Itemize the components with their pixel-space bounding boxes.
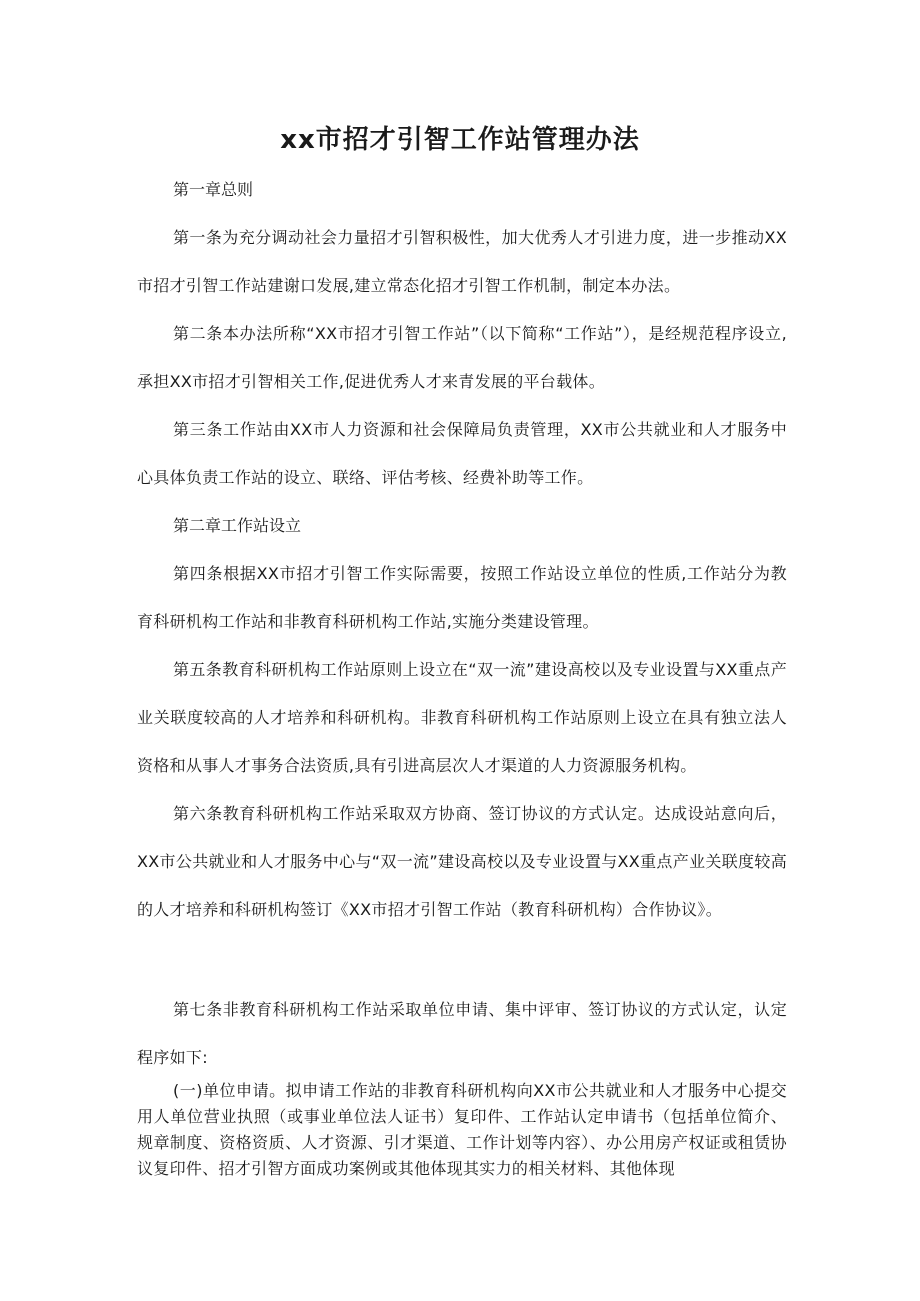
article-7: 第七条非教育科研机构工作站采取单位申请、集中评审、签订协议的方式认定，认定程序如下: — [137, 1000, 787, 1067]
article-4: 第四条根据XX市招才引智工作实际需要，按照工作站设立单位的性质,工作站分为教育科研机构工作站和非教育科研机构工作站,实施分类建设管理。 — [137, 564, 787, 631]
article-5: 第五条教育科研机构工作站原则上设立在“双一流”建设高校以及专业设置与XX重点产业关联度较高的人才培养和科研机构。非教育科研机构工作站原则上设立在具有独立法人资格和从事人才事务合法资质,具有引进高层次人才渠道的人力资源服务机构。 — [137, 660, 787, 775]
document-title: xx市招才引智工作站管理办法 — [280, 125, 640, 155]
article-1: 第一条为充分调动社会力量招才引智积极性，加大优秀人才引进力度，进一步推动XX市招才引智工作站建谢口发展,建立常态化招才引智工作机制，制定本办法。 — [137, 228, 787, 295]
article-2: 第二条本办法所称“XX市招才引智工作站”（以下简称“工作站”），是经规范程序设立,承担XX市招才引智相关工作,促进优秀人才来青发展的平台载体。 — [137, 324, 787, 391]
article-6: 第六条教育科研机构工作站采取双方协商、签订协议的方式认定。达成设站意向后，XX市公共就业和人才服务中心与“双一流”建设高校以及专业设置与XX重点产业关联度较高的人才培养和科研机构签订《XX市招才引智工作站（教育科研机构）合作协议》。 — [137, 804, 787, 919]
article-3: 第三条工作站由XX市人力资源和社会保障局负责管理，XX市公共就业和人才服务中心具体负责工作站的设立、联络、评估考核、经费补助等工作。 — [137, 420, 787, 487]
chapter-heading-2: 第二章工作站设立 — [173, 516, 302, 535]
chapter-heading-1: 第一章总则 — [173, 180, 254, 199]
item-1: (一)单位申请。拟申请工作站的非教育科研机构向XX市公共就业和人才服务中心提交用人单位营业执照（或事业单位法人证书）复印件、工作站认定申请书（包括单位简介、规章制度、资格资质、人才资源、引才渠道、工作计划等内容）、办公用房产权证或租赁协议复印件、招才引智方面成功案例或其他体现其实力的相关材料、其他体现 — [137, 1081, 787, 1178]
